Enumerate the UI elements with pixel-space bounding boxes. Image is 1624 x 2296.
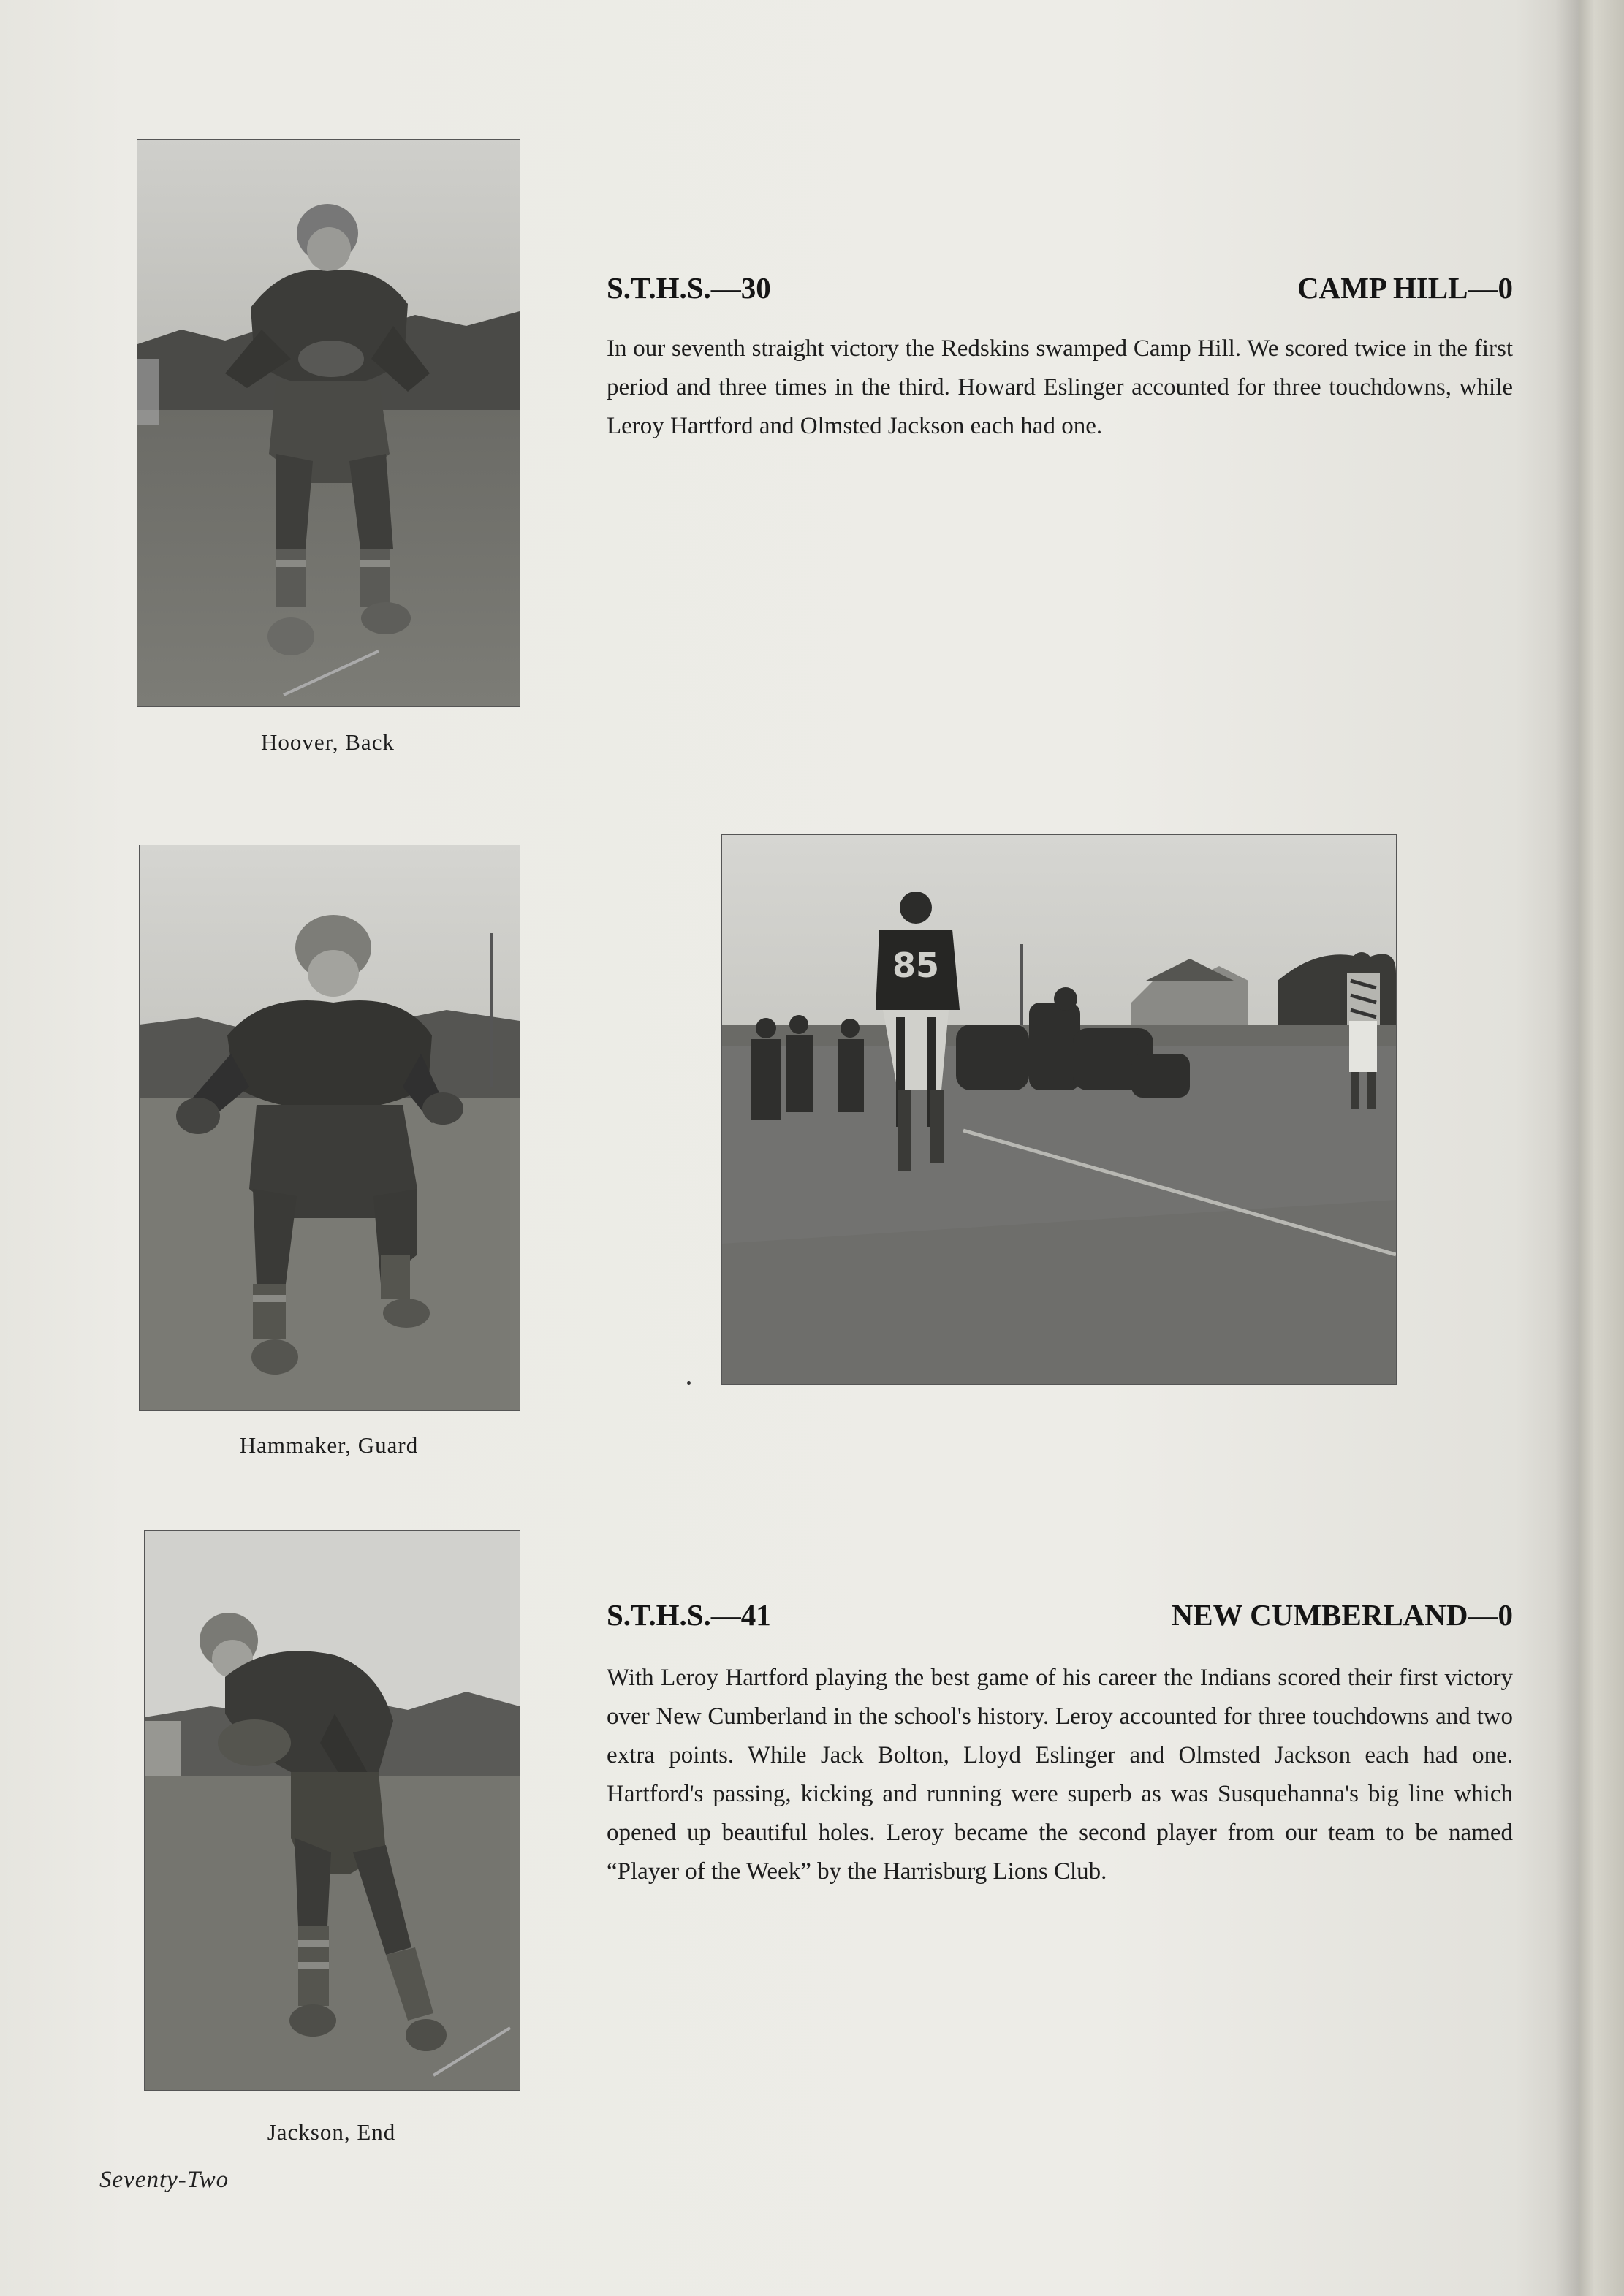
page-gutter-shadow (1555, 0, 1579, 2296)
game-action-photo (721, 834, 1397, 1385)
player-photo-hammaker (139, 845, 520, 1411)
photo-caption-hammaker: Hammaker, Guard (239, 1432, 419, 1458)
photo-caption-jackson: Jackson, End (267, 2119, 396, 2145)
page-number: Seventy-Two (99, 2167, 229, 2193)
page-edge (1579, 0, 1624, 2296)
game-summary-camp-hill: In our seventh straight victory the Redskins swamped Camp Hill. We scored twice in the first period and three times in the third. Howard Eslinger accounted for three touchdowns, while Leroy Hartford and Olmsted Jackson each had one. (607, 335, 1513, 439)
home-score: S.T.H.S.—30 (607, 271, 771, 305)
game-summary-new-cumberland: With Leroy Hartford playing the best game of his career the Indians scored their first victory over New Cumberland in the school's history. Leroy accounted for three touchdowns and two extra points. While Jack Bolton, Lloyd Eslinger and Olmsted Jackson each had one. Hartford's passing, kicking and running were superb as was Susquehanna's big line which opened up beautiful holes. Leroy became the second player from our team to be named “Player of the Week” by the Harrisburg Lions Club. (607, 1665, 1513, 1885)
opponent-score: CAMP HILL—0 (1297, 271, 1513, 305)
home-score: S.T.H.S.—41 (607, 1598, 771, 1632)
player-photo-jackson (144, 1530, 520, 2091)
jersey-number: 85 (892, 946, 940, 985)
print-speck (687, 1381, 691, 1385)
photo-caption-hoover: Hoover, Back (261, 729, 395, 755)
game-header-new-cumberland (607, 1597, 1513, 1632)
opponent-score: NEW CUMBERLAND—0 (1171, 1598, 1513, 1632)
player-photo-hoover (137, 139, 520, 707)
game-header-camp-hill (607, 270, 1513, 305)
